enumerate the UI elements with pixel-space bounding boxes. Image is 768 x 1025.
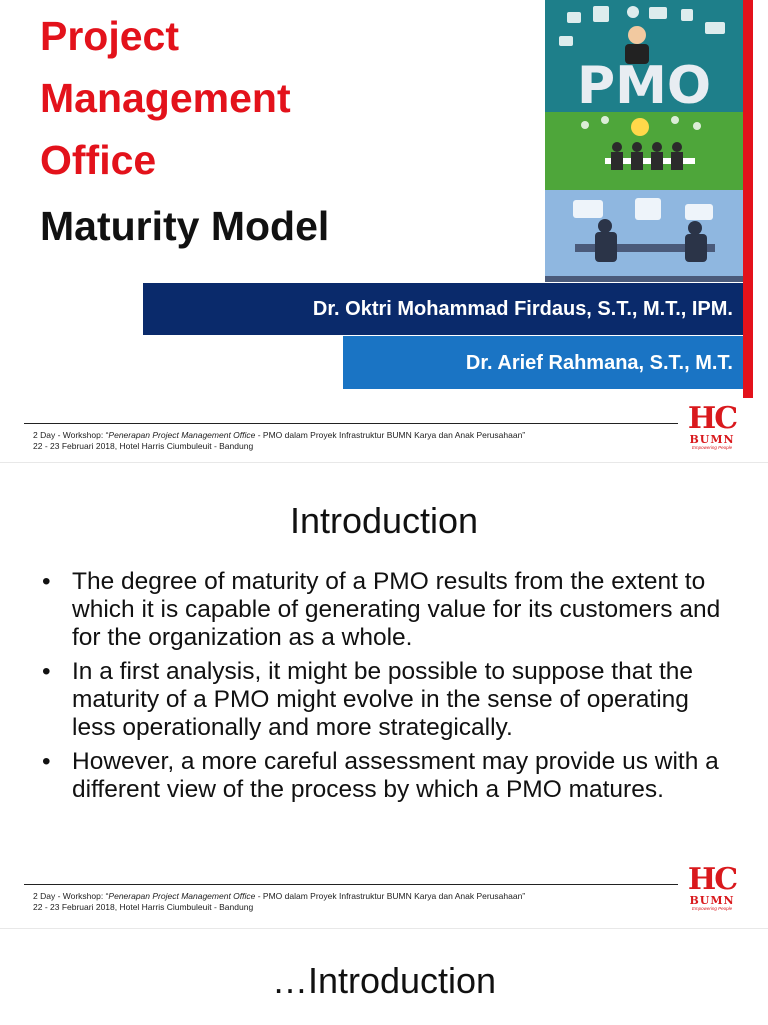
title-line-1: Project [40, 13, 179, 59]
subtitle-maturity-model: Maturity Model [40, 203, 330, 249]
bullet-item: • In a first analysis, it might be possible to suppose that the maturity of a PMO might evolve in the sense of operating less operationally and more strategically. [42, 658, 694, 741]
hc-bumn-logo: HC BUMN Empowering People [687, 401, 737, 450]
bullet-dot: • [42, 748, 51, 775]
svg-text:PMO: PMO [576, 56, 712, 116]
bullet-dot: • [42, 658, 51, 685]
bullet-item: • However, a more careful assessment may provide us with a different view of the process by which a PMO matures. [42, 748, 719, 803]
author-1: Dr. Oktri Mohammad Firdaus, S.T., M.T., IPM. [312, 298, 733, 320]
author-band-2 [343, 336, 743, 389]
hc-bumn-logo: HC BUMN Empowering People [687, 862, 737, 911]
footer-text: 2 Day - Workshop: “Penerapan Project Management Office - PMO dalam Proyek Infrastruktur BUMN Karya dan Anak Perusahaan” 22 - 23 Februari 2018, Hotel Harris Ciumbuleuit - Bandung [33, 430, 526, 451]
title-line-2: Management [40, 75, 291, 121]
slide-title: …Introduction [271, 960, 497, 1001]
slide-title: Introduction [289, 500, 479, 541]
pmo-illustration [545, 0, 743, 282]
bullet-list [42, 568, 732, 810]
bullet-item: • The degree of maturity of a PMO results from the extent to which it is capable of generating value for its customers and for the organization as a whole. [42, 568, 721, 651]
introduction-continued-slide [0, 928, 768, 1025]
footer-rule [24, 884, 678, 885]
footer-rule [24, 423, 678, 424]
title-line-3: Office [40, 137, 157, 183]
footer-text: 2 Day - Workshop: “Penerapan Project Management Office - PMO dalam Proyek Infrastruktur BUMN Karya dan Anak Perusahaan” 22 - 23 Februari 2018, Hotel Harris Ciumbuleuit - Bandung [33, 891, 526, 912]
red-accent-bar [743, 0, 753, 398]
author-band-1 [143, 283, 743, 335]
bullet-dot: • [42, 568, 51, 595]
title-slide [0, 0, 768, 462]
author-2: Dr. Arief Rahmana, S.T., M.T. [465, 352, 733, 374]
